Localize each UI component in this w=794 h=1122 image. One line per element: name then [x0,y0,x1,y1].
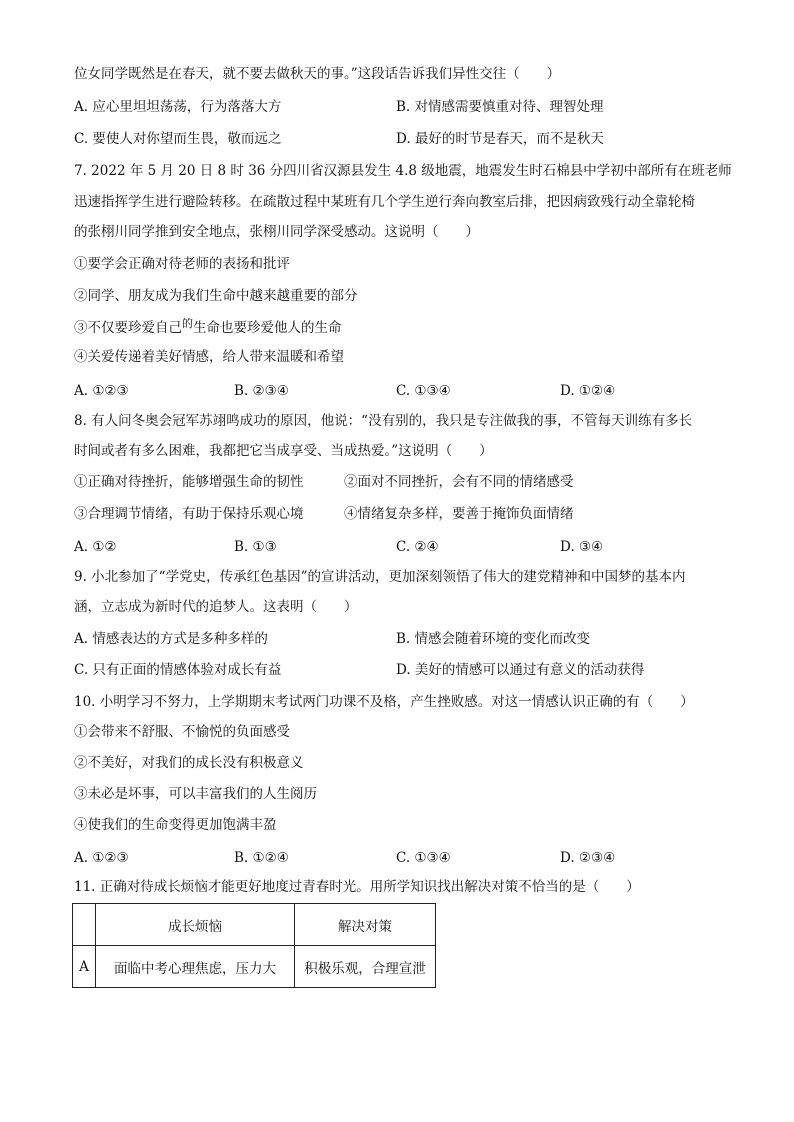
q7-statement-3-part-1: ③不仅要珍爱自己 [74,320,182,336]
q6-stem-tail: 位女同学既然是在春天，就不要去做秋天的事。”这段话告诉我们异性交往（ ） [74,66,561,82]
q10-option-c: C. ①③④ [396,850,451,866]
table-header-cell-label [73,904,96,946]
q6-option-a: A. 应心里坦坦荡荡，行为落落大方 [74,99,282,115]
q7-statement-3-part-2: 生命也要珍爱他人的生命 [193,320,342,336]
q11-stem-line-1: 11. 正确对待成长烦恼才能更好地度过青春时光。用所学知识找出解决对策不恰当的是（ ） [74,879,640,895]
table-header-cell-solution: 解决对策 [295,904,436,946]
q7-statement-3-superscript: 的 [182,317,193,330]
q8-option-d: D. ③④ [560,539,604,555]
q7-stem-line-2: 迅速指挥学生进行避险转移。在疏散过程中某班有几个学生逆行奔向教室后排，把因病致残行动全靠轮椅 [74,194,695,210]
q9-option-b: B. 情感会随着环境的变化而改变 [396,631,591,647]
q7-statement-1: ①要学会正确对待老师的表扬和批评 [74,256,290,272]
q10-statement-4: ④使我们的生命变得更加饱满丰盈 [74,817,277,833]
q7-statement-4: ④关爱传递着美好情感，给人带来温暖和希望 [74,349,344,365]
q10-option-b: B. ①②④ [234,850,289,866]
q9-option-a: A. 情感表达的方式是多种多样的 [74,631,268,647]
q10-statement-1: ①会带来不舒服、不愉悦的负面感受 [74,724,290,740]
q7-option-c: C. ①③④ [396,383,451,399]
q9-option-c: C. 只有正面的情感体验对成长有益 [74,662,282,678]
table-header-cell-trouble: 成长烦恼 [96,904,295,946]
q6-option-b: B. 对情感需要慎重对待、理智处理 [396,99,604,115]
q7-option-b: B. ②③④ [234,383,289,399]
table-row-trouble: 面临中考心理焦虑，压力大 [96,946,295,988]
q7-statement-2: ②同学、朋友成为我们生命中越来越重要的部分 [74,288,358,304]
q8-statement-3: ③合理调节情绪，有助于保持乐观心境 [74,506,304,522]
q11-table [72,903,436,988]
q8-statement-4: ④情绪复杂多样，要善于掩饰负面情绪 [344,506,574,522]
q9-option-d: D. 美好的情感可以通过有意义的活动获得 [396,662,645,678]
q8-statement-2: ②面对不同挫折，会有不同的情绪感受 [344,474,574,490]
q10-option-d: D. ②③④ [560,850,616,866]
q6-option-d: D. 最好的时节是春天，而不是秋天 [396,131,604,147]
q8-option-b: B. ①③ [234,539,277,555]
q9-stem-line-2: 涵，立志成为新时代的追梦人。这表明（ ） [74,599,358,615]
q8-option-c: C. ②④ [396,539,439,555]
q7-stem-line-3: 的张栩川同学推到安全地点，张栩川同学深受感动。这说明（ ） [74,224,479,240]
q10-statement-2: ②不美好，对我们的成长没有积极意义 [74,755,304,771]
q7-statement-3 [74,318,342,339]
q10-statement-3: ③未必是坏事，可以丰富我们的人生阅历 [74,786,317,802]
table-row [73,946,436,988]
q10-option-a: A. ①②③ [74,850,129,866]
table-header-row [73,904,436,946]
q7-stem-line-1: 7. 2022 年 5 月 20 日 8 时 36 分四川省汉源县发生 4.8 级地震，地震发生时石棉县中学初中部所有在班老师 [74,163,732,179]
table-row-solution: 积极乐观，合理宣泄 [295,946,436,988]
q10-stem-line-1: 10. 小明学习不努力，上学期期末考试两门功课不及格，产生挫败感。对这一情感认识正确的有（ ） [74,694,694,710]
q8-option-a: A. ①② [74,539,117,555]
q9-stem-line-1: 9. 小北参加了“学党史，传承红色基因”的宣讲活动，更加深刻领悟了伟大的建党精神和中国梦的基本内 [74,569,686,585]
table-row-label: A [73,946,96,988]
q7-option-d: D. ①②④ [560,383,616,399]
q8-statement-1: ①正确对待挫折，能够增强生命的韧性 [74,474,304,490]
q7-option-a: A. ①②③ [74,383,129,399]
q6-option-c: C. 要使人对你望而生畏，敬而远之 [74,131,282,147]
q8-stem-line-1: 8. 有人问冬奥会冠军苏翊鸣成功的原因，他说：“没有别的，我只是专注做我的事，不管每天训练有多长 [74,413,693,429]
q8-stem-line-2: 时间或者有多么困难，我都把它当成享受、当成热爱。”这说明（ ） [74,443,493,459]
